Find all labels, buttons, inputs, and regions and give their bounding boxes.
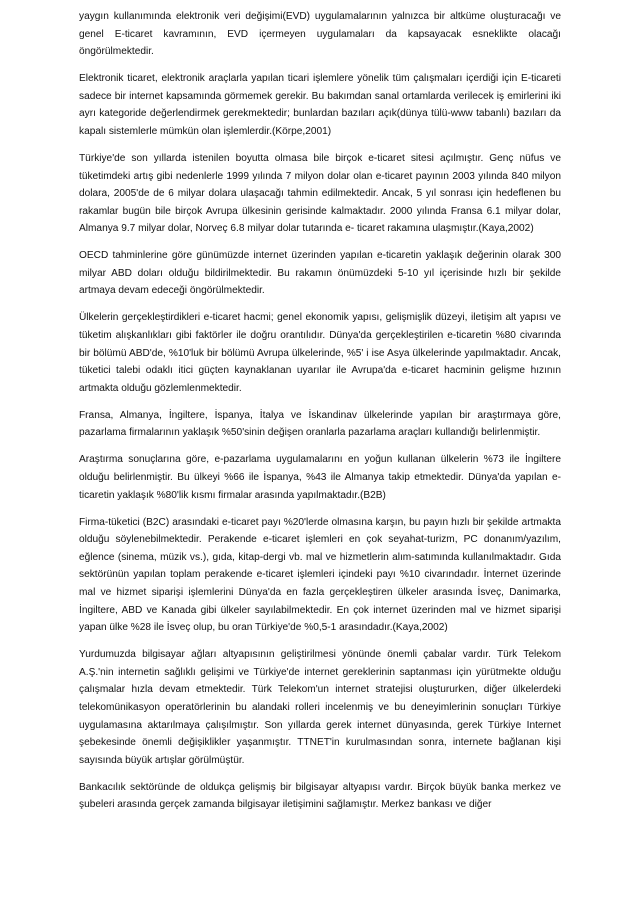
paragraph-evd-intro: yaygın kullanımında elektronik veri değişimi(EVD) uygulamalarının yalnızca bir altküme oluşturacağı ve genel E-ticaret kavramının, EVD içermeyen uygulamaları da kapsayacak esneklikte olacağı öngörülmektedir. [79,11,561,58]
paragraph-oecd-estimates: OECD tahminlerine göre günümüzde internet üzerinden yapılan e-ticaretin yaklaşık değerinin olarak 300 milyar ABD doları olduğu bildirilmektedir. Bu rakamın önümüzdeki 5-10 yıl içerisinde hızlı bir şekilde artmaya devam edeceği öngörülmektedir. [79,250,561,297]
paragraph-b2c-share: Firma-tüketici (B2C) arasındaki e-ticaret payı %20'lerde olmasına karşın, bu payın hızlı bir şekilde artmakta olduğu söylenebilmektedir. Perakende e-ticaret işlemleri en çok seyahat-turizm, PC donanım/yazılım, eğlence (sinema, müzik vs.), gıda, kitap-dergi vb. mal ve hizmetlerin alım-satımında kullanılmaktadır. Gıda sektörünün yapılan toplam perakende e-ticaret işlemleri içindeki payı %10 civarındadır. İnternet üzerinde mal ve hizmet siparişi işlemlerini Dünya'da en fazla gerçekleştiren ülkeler arasında İsveç, Danimarka, İngiltere, ABD ve Kanada gibi ülkeler sayılabilmektedir. En çok internet üzerinden mal ve hizmet siparişi yapan ülke %28 ile İsveç olup, bu oran Türkiye'de %0,5-1 arasındadır.(Kaya,2002) [79,516,561,634]
paragraph-banking-sector: Bankacılık sektöründe de oldukça gelişmiş bir bilgisayar altyapısı vardır. Birçok büyük banka merkez ve şubeleri arasında gerçek zamanda bilgisayar iletişimini sağlamıştır. Merkez bankası ve diğer [79,781,561,811]
paragraph-research-results: Araştırma sonuçlarına göre, e-pazarlama uygulamalarını en yoğun kullanan ülkelerin %73 ile İngiltere olduğu belirlenmiştir. Bu ülkeyi %66 ile İspanya, %43 ile Almanya takip etmektedir. Dünya'da yapılan e-ticaretin yaklaşık %80'lik kısmı firmalar arasında yapılmaktadır.(B2B) [79,454,561,501]
paragraph-europe-survey: Fransa, Almanya, İngiltere, İspanya, İtalya ve İskandinav ülkelerinde yapılan bir araştırmaya göre, pazarlama firmalarının yaklaşık %50'sinin değişen oranlarla pazarlama araçları kullandığı belirlenmiştir. [79,409,561,439]
paragraph-turkey-ecommerce: Türkiye'de son yıllarda istenilen boyutta olmasa bile birçok e-ticaret sitesi açılmıştır. Genç nüfus ve tüketimdeki artış gibi nedenlerle 1999 yılında 7 milyon dolar olan e-ticaret payının 2003 yılında 840 milyon dolara, 2005'de de 6 milyar dolara ulaşacağı tahmin edilmektedir. Ancak, 5 yıl sonrası için hedeflenen bu rakamlar bugün bile birçok Avrupa ülkesinin gerisinde kalmaktadır. 2000 yılında Fransa 6.1 milyar dolar, Almanya 9.7 milyar dolar, Norveç 6.8 milyar dolar tutarında e- ticaret rakamına ulaşmıştır.(Kaya,2002) [79,152,561,235]
paragraph-electronic-commerce-definition: Elektronik ticaret, elektronik araçlarla yapılan ticari işlemlere yönelik tüm çalışmaları içerdiği için E-ticareti sadece bir internet kapsamında görmemek gerekir. Bu bakımdan sanal ortamlarda verilecek iş emirlerini iki ayrı kategoride değerlendirmek gerekmektedir; bunlardan bazıları açık(dünya tülü-www tabanlı) bazıları da kapalı sistemlerle mümkün olan işlemlerdir.(Körpe,2001) [79,73,561,137]
document-page [79,8,561,823]
paragraph-country-volume: Ülkelerin gerçekleştirdikleri e-ticaret hacmi; genel ekonomik yapısı, gelişmişlik düzeyi, iletişim alt yapısı ve tüketim alışkanlıkları gibi faktörler ile doğru orantılıdır. Dünya'da gerçekleştirilen e-ticaretin %80 civarında bir bölümü ABD'de, %10'luk bir bölümü Avrupa ülkelerinde, %5' i ise Asya ülkelerinde yapılmaktadır. Ancak, tüketici talebi odaklı itici güçten kaynaklanan uyarılar ile Avrupa'da e-ticaret hacminin gelişme hızının artmakta olduğu gözlemlenmektedir. [79,312,561,394]
paragraph-network-infrastructure: Yurdumuzda bilgisayar ağları altyapısının geliştirilmesi yönünde önemli çabalar vardır. Türk Telekom A.Ş.'nin internetin sağlıklı gelişimi ve Türkiye'de internet gereklerinin saptanması için yürütmekte olduğu çalışmalar hızla devam etmektedir. Türk Telekom'un internet stratejisi oluştururken, diğer ülkelerdeki telekomünikasyon operatörlerinin bu alandaki rolleri incelenmiş ve bu deneyimlerinin sonuçları Türkiye uygulamasına aktarılmaya çalışılmıştır. Son yıllarda gerek internet dünyasında, gerek Türkiye Internet şebekesinde önemli değişiklikler yaşanmıştır. TTNET'in kurulmasından sonra, internete bağlanan kişi sayısında büyük artışlar görülmüştür. [79,649,561,766]
